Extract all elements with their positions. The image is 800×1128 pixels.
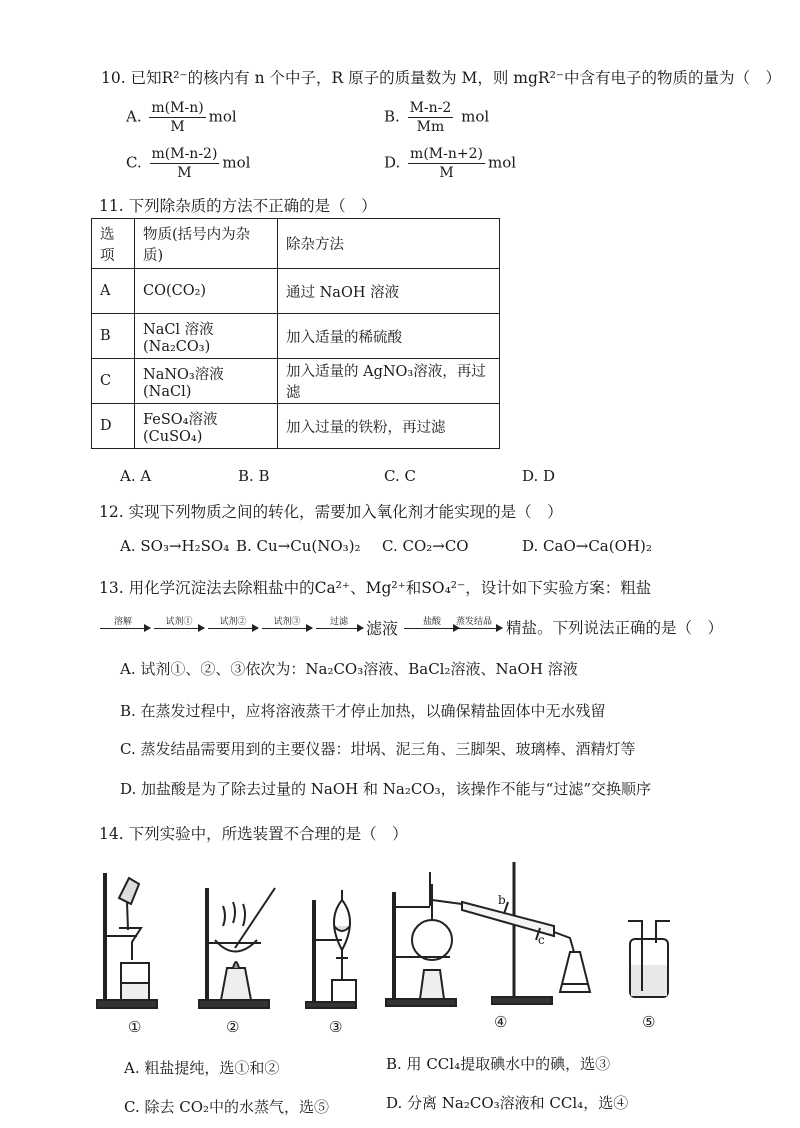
separatory-funnel-illustration (304, 880, 374, 1015)
filtration-apparatus-illustration (95, 868, 175, 1013)
flow-label: 溶解 (113, 617, 133, 627)
table-cell: 通过 NaOH 溶液 (278, 269, 500, 314)
table-cell: D (92, 404, 135, 449)
flow-label: 试剂① (165, 617, 193, 627)
table-header-row (92, 219, 500, 269)
table-row (92, 269, 500, 314)
evaporation-apparatus-illustration (197, 868, 292, 1013)
q14-option-d: D. 分离 Na₂CO₃溶液和 CCl₄，选④ (386, 1094, 629, 1112)
apparatus-label-3: ③ (329, 1018, 343, 1036)
q14-option-b: B. 用 CCl₄提取碘水中的碘，选③ (386, 1055, 611, 1073)
flow-label: 盐酸 (422, 617, 442, 627)
flow-label: 过滤 (329, 617, 349, 627)
q12-option-b: B. Cu→Cu(NO₃)₂ (236, 537, 361, 555)
flow-label: 蒸发结晶 (455, 617, 493, 627)
q11-stem: 11. 下列除杂质的方法不正确的是（ ） (99, 197, 377, 215)
table-cell: FeSO₄溶液(CuSO₄) (135, 404, 278, 449)
table-row (92, 404, 500, 449)
table-header-cell: 物质(括号内为杂质) (135, 219, 278, 269)
q10-option-d: D. $\frac{m(M-n+2)}{M}$ mol (384, 146, 517, 181)
q13-stem: 13. 用化学沉淀法去除粗盐中的Ca²⁺、Mg²⁺和SO₄²⁻，设计如下实验方案：粗盐 (99, 579, 652, 597)
flow-product: 精盐。下列说法正确的是（ ） (506, 619, 724, 637)
q13-option-b: B. 在蒸发过程中，应将溶液蒸干才停止加热，以确保精盐固体中无水残留 (120, 702, 606, 720)
q11-option-a: A. A (120, 467, 152, 485)
q10-option-a: A. $\frac{m(M-n)}{M}$ mol (126, 100, 237, 135)
table-cell: 加入适量的 AgNO₃溶液，再过滤 (278, 359, 500, 404)
q13-option-d: D. 加盐酸是为了除去过量的 NaOH 和 Na₂CO₃，该操作不能与“过滤”交换顺序 (120, 780, 651, 798)
flow-arrow (100, 628, 150, 629)
table-cell: 加入过量的铁粉，再过滤 (278, 404, 500, 449)
q12-option-c: C. CO₂→CO (382, 537, 469, 555)
table-cell: CO(CO₂) (135, 269, 278, 314)
q14-option-c: C. 除去 CO₂中的水蒸气，选⑤ (124, 1098, 330, 1116)
flow-arrow (316, 628, 363, 629)
q14-option-a: A. 粗盐提纯，选①和② (124, 1059, 280, 1077)
flow-label: 试剂③ (273, 617, 301, 627)
table-cell: 加入适量的稀硫酸 (278, 314, 500, 359)
distillation-apparatus-illustration (384, 852, 619, 1012)
table-cell: NaNO₃溶液(NaCl) (135, 359, 278, 404)
flow-arrow (154, 628, 204, 629)
apparatus-label-5: ⑤ (642, 1013, 656, 1031)
condenser-mark-c: c (538, 933, 545, 947)
q14-stem: 14. 下列实验中，所选装置不合理的是（ ） (99, 825, 408, 843)
gas-washing-bottle-illustration (624, 915, 674, 1005)
table-cell: NaCl 溶液(Na₂CO₃) (135, 314, 278, 359)
q11-table (91, 218, 500, 449)
q11-option-b: B. B (238, 467, 270, 485)
q12-option-d: D. CaO→Ca(OH)₂ (522, 537, 652, 555)
q10-option-c: C. $\frac{m(M-n-2)}{M}$ mol (126, 146, 251, 181)
flow-arrow (446, 628, 502, 629)
q13-option-a: A. 试剂①、②、③依次为：Na₂CO₃溶液、BaCl₂溶液、NaOH 溶液 (120, 660, 578, 678)
q11-option-d: D. D (522, 467, 556, 485)
q10-stem: 10. 已知R²⁻的核内有 n 个中子，R 原子的质量数为 M，则 mgR²⁻中含有电子的物质的量为（ ） (101, 69, 781, 87)
apparatus-label-4: ④ (494, 1013, 508, 1031)
table-row (92, 314, 500, 359)
apparatus-label-2: ② (226, 1018, 240, 1036)
table-row (92, 359, 500, 404)
flow-arrow (262, 628, 312, 629)
q12-option-a: A. SO₃→H₂SO₄ (120, 537, 230, 555)
q10-option-b: B. $\frac{M-n-2}{Mm}$ mol (384, 100, 490, 135)
condenser-mark-b: b (498, 893, 506, 907)
table-cell: C (92, 359, 135, 404)
flow-label: 试剂② (219, 617, 247, 627)
table-header-cell: 除杂方法 (278, 219, 500, 269)
table-cell: A (92, 269, 135, 314)
q11-option-c: C. C (384, 467, 416, 485)
flow-arrow (208, 628, 258, 629)
q12-stem: 12. 实现下列物质之间的转化，需要加入氧化剂才能实现的是（ ） (99, 503, 563, 521)
apparatus-label-1: ① (128, 1018, 142, 1036)
flow-filtrate: 滤液 (366, 619, 399, 638)
table-cell: B (92, 314, 135, 359)
q13-option-c: C. 蒸发结晶需要用到的主要仪器：坩埚、泥三角、三脚架、玻璃棒、酒精灯等 (120, 740, 636, 758)
table-header-cell: 选项 (92, 219, 135, 269)
